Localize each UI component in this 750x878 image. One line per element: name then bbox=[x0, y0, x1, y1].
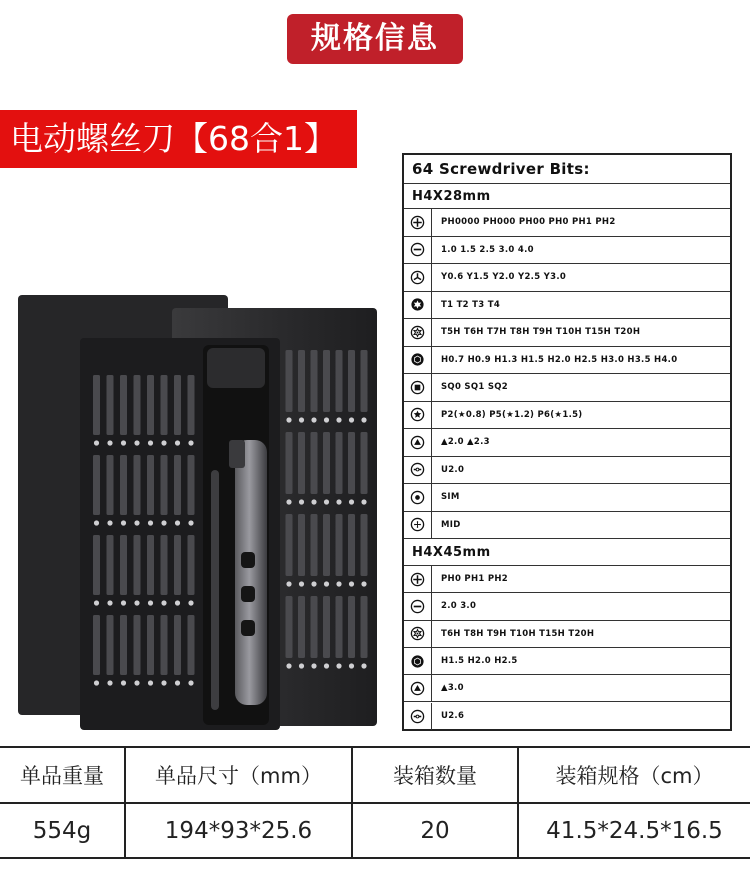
bit-label-dot bbox=[188, 680, 193, 685]
spec-row-text: U2.0 bbox=[441, 464, 465, 475]
bit-label-dot bbox=[324, 417, 329, 422]
bit-label-dot bbox=[94, 680, 99, 685]
bit-slot bbox=[93, 615, 100, 675]
spec-row-text: 1.0 1.5 2.5 3.0 4.0 bbox=[441, 244, 534, 255]
value-size: 194*93*25.6 bbox=[164, 817, 313, 844]
bit-slot bbox=[120, 535, 127, 595]
bit-slot bbox=[361, 596, 368, 658]
spec-row-text: MID bbox=[441, 519, 461, 530]
header-quantity: 装箱数量 bbox=[393, 764, 477, 788]
phillips-icon bbox=[404, 209, 432, 236]
bit-label-dot bbox=[299, 499, 304, 504]
spec-row bbox=[404, 374, 730, 402]
bit-slot bbox=[174, 615, 181, 675]
u-shape-icon bbox=[404, 703, 432, 730]
spec-row-text: ▲2.0 ▲2.3 bbox=[441, 437, 490, 448]
spec-row bbox=[404, 703, 730, 730]
group-label-28mm: H4X28mm bbox=[404, 184, 730, 209]
bit-slot bbox=[134, 615, 141, 675]
spec-row bbox=[404, 209, 730, 237]
bit-slot bbox=[174, 535, 181, 595]
bit-specification-table bbox=[402, 153, 732, 731]
spec-row bbox=[404, 402, 730, 430]
bit-slot bbox=[361, 350, 368, 412]
bit-label-dot bbox=[161, 680, 166, 685]
bit-label-dot bbox=[175, 520, 180, 525]
spec-row bbox=[404, 347, 730, 375]
bit-slot bbox=[93, 455, 100, 515]
bit-slot bbox=[120, 375, 127, 435]
bit-slot bbox=[120, 455, 127, 515]
bit-slot bbox=[286, 514, 293, 576]
spec-row bbox=[404, 512, 730, 540]
hex-icon bbox=[404, 648, 432, 674]
bit-slot bbox=[161, 375, 168, 435]
header-carton-size: 装箱规格（cm） bbox=[555, 764, 714, 788]
bit-label-dot bbox=[148, 520, 153, 525]
triangle-icon bbox=[404, 429, 432, 456]
bit-slot bbox=[323, 350, 330, 412]
bit-label-dot bbox=[286, 417, 291, 422]
bit-slot bbox=[93, 535, 100, 595]
bit-label-dot bbox=[121, 600, 126, 605]
spec-row-text: T6H T8H T9H T10H T15H T20H bbox=[441, 628, 595, 639]
bit-slot bbox=[120, 615, 127, 675]
sim-pin-icon bbox=[404, 484, 432, 511]
bit-slot bbox=[188, 455, 195, 515]
bit-slot bbox=[311, 350, 318, 412]
spec-row bbox=[404, 319, 730, 347]
product-photo bbox=[15, 290, 385, 730]
bit-slot bbox=[348, 514, 355, 576]
hex-icon bbox=[404, 347, 432, 374]
bit-slot bbox=[134, 535, 141, 595]
bit-slot bbox=[286, 596, 293, 658]
bit-label-dot bbox=[349, 499, 354, 504]
bit-label-dot bbox=[361, 499, 366, 504]
bit-slot bbox=[348, 350, 355, 412]
bit-label-dot bbox=[324, 499, 329, 504]
bit-label-dot bbox=[134, 520, 139, 525]
spec-row-text: H0.7 H0.9 H1.3 H1.5 H2.0 H2.5 H3.0 H3.5 H4.0 bbox=[441, 354, 678, 365]
value-quantity: 20 bbox=[420, 817, 450, 844]
value-carton-size: 41.5*24.5*16.5 bbox=[546, 817, 723, 844]
bit-label-dot bbox=[286, 499, 291, 504]
bit-label-dot bbox=[161, 440, 166, 445]
bit-label-dot bbox=[349, 663, 354, 668]
bit-label-dot bbox=[299, 581, 304, 586]
bit-slot bbox=[147, 615, 154, 675]
spec-row bbox=[404, 457, 730, 485]
bit-label-dot bbox=[311, 663, 316, 668]
spec-row-text: PH0000 PH000 PH00 PH0 PH1 PH2 bbox=[441, 217, 616, 228]
bit-label-dot bbox=[336, 581, 341, 586]
bit-label-dot bbox=[121, 520, 126, 525]
header-weight: 单品重量 bbox=[20, 764, 104, 788]
bit-label-dot bbox=[107, 520, 112, 525]
bit-slot bbox=[348, 432, 355, 494]
bit-label-dot bbox=[134, 440, 139, 445]
spec-row-text: PH0 PH1 PH2 bbox=[441, 574, 508, 585]
bit-label-dot bbox=[161, 520, 166, 525]
bit-slot bbox=[336, 432, 343, 494]
slotted-icon bbox=[404, 593, 432, 619]
spec-row-text: H1.5 H2.0 H2.5 bbox=[441, 656, 518, 667]
bit-label-dot bbox=[311, 499, 316, 504]
bit-slot bbox=[323, 514, 330, 576]
bit-slot bbox=[298, 350, 305, 412]
bit-slot bbox=[361, 514, 368, 576]
spec-row bbox=[404, 621, 730, 648]
bit-slot bbox=[298, 432, 305, 494]
bit-slot bbox=[147, 455, 154, 515]
bit-label-dot bbox=[311, 581, 316, 586]
bit-label-dot bbox=[134, 600, 139, 605]
bit-slot bbox=[336, 350, 343, 412]
bit-label-dot bbox=[361, 663, 366, 668]
spec-row-text: U2.6 bbox=[441, 711, 465, 722]
spec-row-text: ▲3.0 bbox=[441, 683, 464, 694]
header-size: 单品尺寸（mm） bbox=[155, 764, 322, 788]
bit-label-dot bbox=[336, 417, 341, 422]
packaging-table bbox=[0, 746, 750, 859]
bit-label-dot bbox=[134, 680, 139, 685]
bit-slot bbox=[161, 615, 168, 675]
bit-slot bbox=[107, 455, 114, 515]
product-name-banner: 电动螺丝刀【68合1】 bbox=[0, 110, 357, 168]
bit-label-dot bbox=[107, 600, 112, 605]
bit-slot bbox=[336, 596, 343, 658]
bit-slot bbox=[323, 432, 330, 494]
slotted-icon bbox=[404, 237, 432, 264]
bit-label-dot bbox=[349, 417, 354, 422]
u-shape-icon bbox=[404, 457, 432, 484]
bit-label-dot bbox=[94, 440, 99, 445]
bit-label-dot bbox=[324, 663, 329, 668]
spec-row bbox=[404, 292, 730, 320]
bit-slot bbox=[323, 596, 330, 658]
bit-label-dot bbox=[121, 680, 126, 685]
spec-row bbox=[404, 429, 730, 457]
triangle-icon bbox=[404, 675, 432, 701]
spec-row-text: SIM bbox=[441, 492, 460, 503]
bit-slot bbox=[174, 375, 181, 435]
torx-security-icon bbox=[404, 319, 432, 346]
bit-label-dot bbox=[188, 520, 193, 525]
bit-slot bbox=[188, 375, 195, 435]
bit-label-dot bbox=[107, 680, 112, 685]
bit-slot bbox=[161, 455, 168, 515]
bit-label-dot bbox=[161, 600, 166, 605]
spec-row-text: SQ0 SQ1 SQ2 bbox=[441, 382, 509, 393]
value-weight: 554g bbox=[32, 817, 92, 844]
spec-row-text: 2.0 3.0 bbox=[441, 601, 477, 612]
bit-slot bbox=[134, 455, 141, 515]
bit-slot bbox=[298, 596, 305, 658]
bit-label-dot bbox=[311, 417, 316, 422]
bit-label-dot bbox=[349, 581, 354, 586]
bit-slot bbox=[147, 535, 154, 595]
bit-slot bbox=[286, 432, 293, 494]
bit-slot bbox=[134, 375, 141, 435]
pentalobe-icon bbox=[404, 402, 432, 429]
bit-slot bbox=[361, 432, 368, 494]
bit-label-dot bbox=[286, 581, 291, 586]
page-title: 规格信息 bbox=[287, 14, 463, 64]
bit-slot bbox=[336, 514, 343, 576]
spec-row-text: P2(★0.8) P5(★1.2) P6(★1.5) bbox=[441, 409, 583, 420]
bit-slot bbox=[174, 455, 181, 515]
bit-label-dot bbox=[188, 600, 193, 605]
bit-label-dot bbox=[299, 663, 304, 668]
bit-label-dot bbox=[175, 600, 180, 605]
bit-label-dot bbox=[324, 581, 329, 586]
bit-label-dot bbox=[148, 680, 153, 685]
bit-slot bbox=[107, 375, 114, 435]
bit-slot bbox=[311, 432, 318, 494]
spec-heading: 64 Screwdriver Bits: bbox=[404, 155, 730, 184]
bit-slot bbox=[311, 596, 318, 658]
bit-slot bbox=[147, 375, 154, 435]
torx-icon bbox=[404, 292, 432, 319]
phillips-icon bbox=[404, 566, 432, 592]
bit-label-dot bbox=[94, 520, 99, 525]
spec-row bbox=[404, 264, 730, 292]
bit-slot bbox=[161, 535, 168, 595]
bit-label-dot bbox=[148, 440, 153, 445]
spec-row-text: T1 T2 T3 T4 bbox=[441, 299, 501, 310]
bit-label-dot bbox=[286, 663, 291, 668]
bit-label-dot bbox=[175, 680, 180, 685]
torx-security-icon bbox=[404, 621, 432, 647]
square-icon bbox=[404, 374, 432, 401]
bit-slot bbox=[188, 615, 195, 675]
bit-label-dot bbox=[121, 440, 126, 445]
spec-row bbox=[404, 566, 730, 593]
bit-slot bbox=[188, 535, 195, 595]
spec-row-text: Y0.6 Y1.5 Y2.0 Y2.5 Y3.0 bbox=[441, 272, 567, 283]
bit-label-dot bbox=[188, 440, 193, 445]
tri-wing-icon bbox=[404, 264, 432, 291]
bit-slot bbox=[107, 615, 114, 675]
spec-row bbox=[404, 484, 730, 512]
bit-label-dot bbox=[107, 440, 112, 445]
bit-label-dot bbox=[299, 417, 304, 422]
bit-slot bbox=[93, 375, 100, 435]
bit-label-dot bbox=[361, 581, 366, 586]
bit-slot bbox=[298, 514, 305, 576]
bit-label-dot bbox=[148, 600, 153, 605]
bit-slot bbox=[348, 596, 355, 658]
group-label-45mm: H4X45mm bbox=[404, 539, 730, 566]
bit-label-dot bbox=[94, 600, 99, 605]
bit-slot bbox=[107, 535, 114, 595]
mid-icon bbox=[404, 512, 432, 539]
spec-row bbox=[404, 237, 730, 265]
bit-slot bbox=[311, 514, 318, 576]
bit-slot bbox=[286, 350, 293, 412]
spec-row-text: T5H T6H T7H T8H T9H T10H T15H T20H bbox=[441, 327, 641, 338]
spec-row bbox=[404, 593, 730, 620]
bit-label-dot bbox=[361, 417, 366, 422]
spec-row bbox=[404, 648, 730, 675]
bit-label-dot bbox=[336, 499, 341, 504]
spec-row bbox=[404, 675, 730, 702]
bit-label-dot bbox=[175, 440, 180, 445]
bit-label-dot bbox=[336, 663, 341, 668]
